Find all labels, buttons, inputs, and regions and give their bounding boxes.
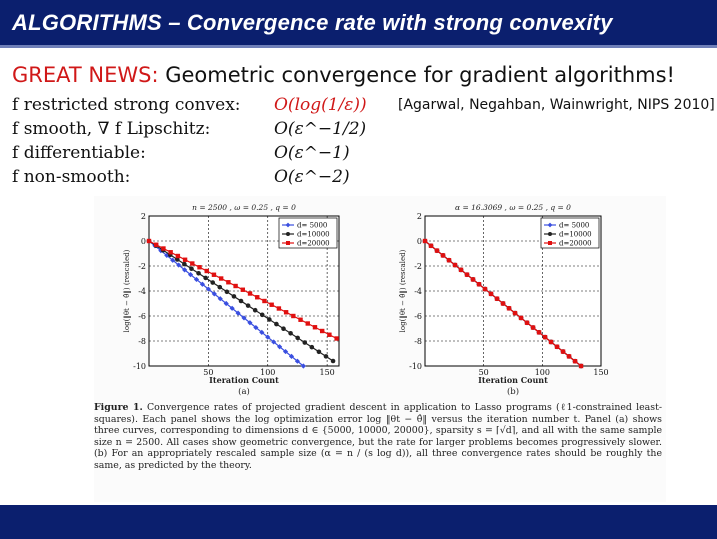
data-point (513, 311, 517, 315)
data-point (453, 263, 457, 267)
data-point (161, 246, 165, 250)
panel-label: (a) (238, 387, 250, 397)
data-point (567, 354, 571, 358)
y-axis-label: log(‖θt − θ̂‖) (rescaled) (123, 249, 131, 333)
y-tick-label: -2 (414, 262, 422, 271)
rate-label: f differentiable: (12, 143, 146, 163)
data-point (489, 292, 493, 296)
data-point (212, 273, 216, 277)
data-point (306, 321, 310, 325)
data-point (324, 354, 329, 359)
headline-text: Geometric convergence for gradient algorithms! (158, 63, 675, 87)
data-point (176, 254, 180, 258)
rate-value: O(ε^−1/2) (274, 119, 367, 139)
data-point (531, 325, 535, 329)
data-point (459, 268, 463, 272)
data-point (435, 248, 439, 252)
caption-text: Convergence rates of projected gradient descent in application to Lasso programs (ℓ1-constrained least-squares). Each panel shows the log optimization error log ‖θt − θ̂‖ versus the iteration number t. Panel (a) shows three curves, corresponding to dimensions d ∈ {5000, 10000, 20000}, sparsity s = ⌈√d⌉, and all with the same sample size n = 2500. All cases show geometric convergence, but the rate for larger problems becomes progressively slower. (b) For an appropriately rescaled sample size (α = n / (s log d)), all three convergence rates should be roughly the same, as predicted by the theory. (94, 402, 662, 471)
chart-title: n = 2500 , ω = 0.25 , q = 0 (192, 203, 296, 212)
data-point (423, 239, 427, 243)
data-point (217, 285, 222, 290)
data-point (573, 359, 577, 363)
data-point (183, 258, 187, 262)
y-tick-label: 2 (140, 212, 146, 221)
data-point (189, 266, 194, 271)
legend-entry-label: d=10000 (559, 230, 592, 239)
figure-plots (94, 196, 666, 402)
data-point (447, 258, 451, 262)
data-point (205, 269, 209, 273)
data-point (320, 329, 324, 333)
data-point (197, 265, 201, 269)
rate-value: O(ε^−2) (274, 167, 350, 187)
legend-marker (548, 232, 552, 236)
data-point (519, 316, 523, 320)
x-tick-label: 100 (260, 368, 276, 377)
data-point (182, 262, 187, 267)
y-tick-label: -4 (138, 287, 146, 296)
x-axis-label: Iteration Count (478, 375, 548, 385)
title-bar (0, 0, 717, 48)
data-point (281, 326, 286, 331)
caption-label: Figure 1. (94, 402, 143, 413)
data-point (429, 244, 433, 248)
x-tick-label: 50 (203, 368, 214, 377)
data-point (269, 303, 273, 307)
data-point (248, 291, 252, 295)
data-point (302, 340, 307, 345)
data-point (477, 282, 481, 286)
y-tick-label: -4 (414, 287, 422, 296)
headline-highlight: GREAT NEWS: (12, 63, 159, 87)
y-axis-label: log(‖θt − θ̂‖) (rescaled) (399, 249, 407, 333)
data-point (501, 301, 505, 305)
slide-title: ALGORITHMS – Convergence rate with strong convexity (12, 10, 613, 35)
data-point (225, 289, 230, 294)
headline (12, 63, 675, 87)
data-point (262, 299, 266, 303)
data-point (555, 345, 559, 349)
rate-label: f restricted strong convex: (12, 95, 241, 115)
data-point (284, 310, 288, 314)
data-point (288, 331, 293, 336)
data-point (233, 284, 237, 288)
legend-entry-label: d= 5000 (559, 221, 590, 230)
chart-a (122, 203, 339, 397)
data-point (483, 287, 487, 291)
legend-entry-label: d=20000 (559, 239, 592, 248)
x-tick-label: 150 (593, 368, 609, 377)
rate-label: f non-smooth: (12, 167, 131, 187)
data-point (277, 306, 281, 310)
y-tick-label: -8 (138, 337, 146, 346)
data-point (190, 261, 194, 265)
data-point (561, 349, 565, 353)
x-axis-label: Iteration Count (209, 375, 279, 385)
rate-reference: [Agarwal, Negahban, Wainwright, NIPS 2010] (398, 97, 715, 113)
data-point (471, 277, 475, 281)
data-point (196, 271, 201, 276)
data-point (537, 330, 541, 334)
data-point (543, 335, 547, 339)
legend-marker (286, 232, 290, 236)
rate-value: O(log(1/ε)) (274, 95, 367, 115)
data-point (295, 336, 300, 341)
data-point (495, 296, 499, 300)
chart-legend (279, 218, 337, 248)
x-tick-label: 150 (319, 368, 335, 377)
panel-label: (b) (506, 387, 520, 397)
data-point (255, 295, 259, 299)
y-tick-label: 0 (140, 237, 146, 246)
y-tick-label: -2 (138, 262, 146, 271)
data-point (147, 239, 151, 243)
legend-entry-label: d=10000 (297, 230, 330, 239)
data-point (441, 253, 445, 257)
legend-entry-label: d= 5000 (297, 221, 328, 230)
footer-bar (0, 505, 717, 539)
data-point (549, 340, 553, 344)
legend-marker (286, 241, 290, 245)
chart-legend (541, 218, 599, 248)
data-point (168, 250, 172, 254)
data-point (232, 294, 237, 299)
data-point (317, 349, 322, 354)
data-point (219, 276, 223, 280)
data-point (579, 364, 583, 368)
data-point (525, 321, 529, 325)
data-point (465, 272, 469, 276)
data-point (298, 318, 302, 322)
y-tick-label: 0 (416, 237, 422, 246)
data-point (203, 276, 208, 281)
legend-entry-label: d=20000 (297, 239, 330, 248)
data-point (334, 336, 338, 340)
data-point (313, 325, 317, 329)
data-point (291, 314, 295, 318)
figure-caption (94, 402, 662, 472)
chart-b (398, 203, 609, 397)
y-tick-label: 2 (416, 212, 422, 221)
y-tick-label: -6 (414, 312, 422, 321)
y-tick-label: -8 (414, 337, 422, 346)
data-point (327, 333, 331, 337)
data-point (274, 322, 279, 327)
data-point (310, 345, 315, 350)
y-tick-label: -6 (138, 312, 146, 321)
data-point (331, 359, 336, 364)
data-point (210, 280, 215, 285)
y-tick-label: -10 (133, 362, 146, 371)
rate-label: f smooth, ∇ f Lipschitz: (12, 119, 211, 139)
data-point (253, 308, 258, 313)
data-point (226, 280, 230, 284)
rate-value: O(ε^−1) (274, 143, 350, 163)
data-point (507, 306, 511, 310)
data-point (267, 317, 272, 322)
data-point (246, 303, 251, 308)
x-tick-label: 50 (478, 368, 489, 377)
legend-marker (548, 241, 552, 245)
data-point (154, 243, 158, 247)
data-point (241, 288, 245, 292)
chart-title: α = 16.3069 , ω = 0.25 , q = 0 (455, 203, 571, 212)
y-tick-label: -10 (409, 362, 422, 371)
data-point (239, 299, 244, 304)
x-tick-label: 100 (534, 368, 550, 377)
data-point (260, 313, 265, 318)
